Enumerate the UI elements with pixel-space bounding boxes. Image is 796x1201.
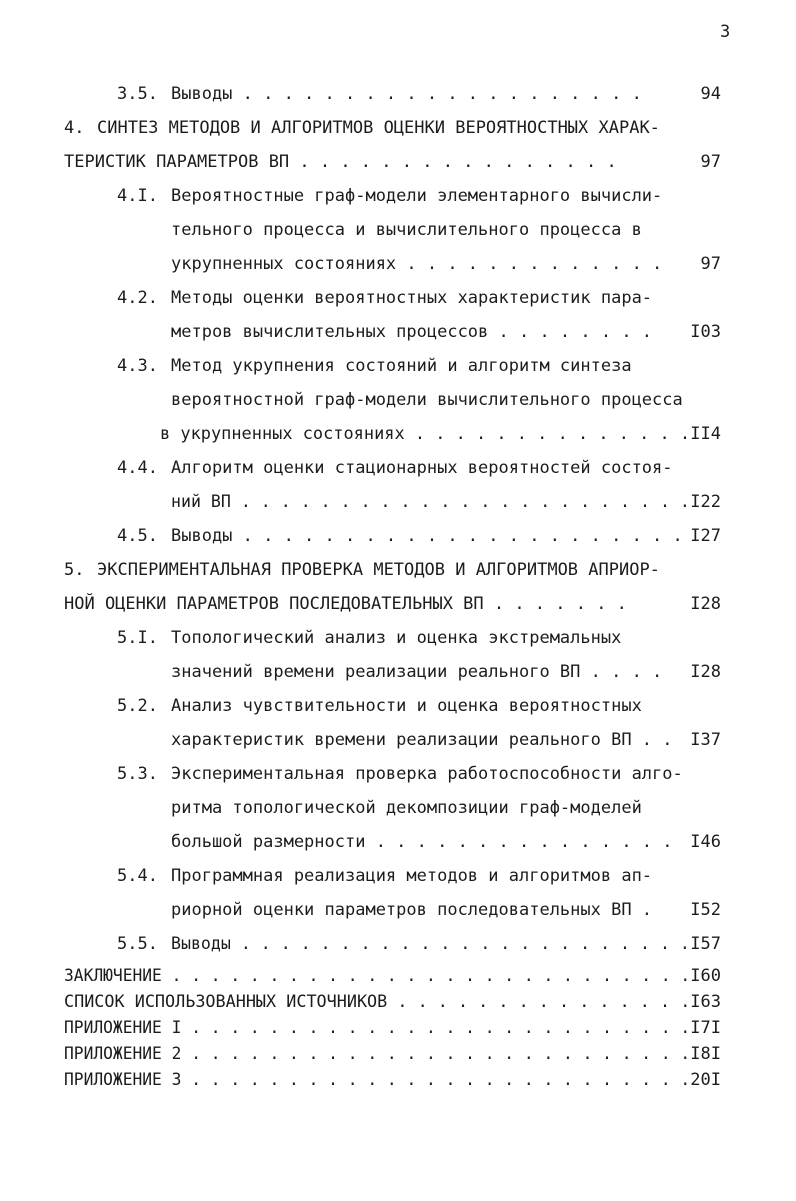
toc-entry-number: 4. bbox=[64, 118, 85, 138]
toc-appendix-title: ПРИЛОЖЕНИЕ 3 . . . . . . . . . . . . . . . . . . . . . . . . . . bbox=[64, 1070, 691, 1090]
toc-entry-line: характеристик времени реализации реального ВП . . bbox=[171, 730, 673, 750]
toc-entry-number: 4.I. bbox=[117, 186, 158, 206]
toc-appendix-title: ЗАКЛЮЧЕНИЕ . . . . . . . . . . . . . . . . . . . . . . . . . . . bbox=[64, 966, 691, 986]
toc-entry-line: Методы оценки вероятностных характеристик пара- bbox=[171, 288, 653, 308]
toc-entry-number: 4.3. bbox=[117, 356, 158, 376]
toc-entry-line: НОЙ ОЦЕНКИ ПАРАМЕТРОВ ПОСЛЕДОВАТЕЛЬНЫХ ВП . . . . . . . bbox=[64, 594, 627, 614]
toc-entry-line: вероятностной граф-модели вычислительного процесса bbox=[171, 390, 683, 410]
toc-appendix-page: 20I bbox=[690, 1070, 721, 1090]
toc-entry-number: 5. bbox=[64, 560, 85, 580]
toc-entry-page: 97 bbox=[700, 152, 721, 172]
toc-entry-line: Анализ чувствительности и оценка вероятностных bbox=[171, 696, 642, 716]
toc-entry-number: 5.5. bbox=[117, 934, 158, 954]
toc-entry-page: II4 bbox=[690, 424, 721, 444]
toc-entry-line: риорной оценки параметров последовательных ВП . bbox=[171, 900, 653, 920]
toc-entry-line: большой размерности . . . . . . . . . . . . . . . bbox=[171, 832, 673, 852]
toc-entry-number: 4.2. bbox=[117, 288, 158, 308]
toc-entry-line: Топологический анализ и оценка экстремальных bbox=[171, 628, 622, 648]
page-number: 3 bbox=[720, 22, 731, 42]
toc-entry-number: 5.2. bbox=[117, 696, 158, 716]
toc-entry-page: 94 bbox=[700, 84, 721, 104]
toc-appendix-page: I60 bbox=[690, 966, 721, 986]
toc-appendix-page: I7I bbox=[690, 1018, 721, 1038]
toc-entry-page: I28 bbox=[690, 594, 721, 614]
toc-entry-line: метров вычислительных процессов . . . . . . . . bbox=[171, 322, 653, 342]
toc-entry-page: 97 bbox=[700, 254, 721, 274]
toc-entry-line: тельного процесса и вычислительного процесса в bbox=[171, 220, 642, 240]
toc-entry-page: I22 bbox=[690, 492, 721, 512]
toc-entry-line: Выводы . . . . . . . . . . . . . . . . . . . . bbox=[171, 84, 642, 104]
toc-entry-number: 3.5. bbox=[117, 84, 158, 104]
toc-entry-line: Экспериментальная проверка работоспособности алго- bbox=[171, 764, 683, 784]
toc-entry-line: Алгоритм оценки стационарных вероятностей состоя- bbox=[171, 458, 673, 478]
toc-entry-number: 4.4. bbox=[117, 458, 158, 478]
toc-entry-page: I52 bbox=[690, 900, 721, 920]
toc-entry-line: в укрупненных состояниях . . . . . . . . . . . . . . bbox=[160, 424, 691, 444]
toc-entry-page: I37 bbox=[690, 730, 721, 750]
toc-entry-line: Программная реализация методов и алгоритмов ап- bbox=[171, 866, 653, 886]
toc-entry-number: 5.I. bbox=[117, 628, 158, 648]
toc-entry-line: укрупненных состояниях . . . . . . . . . . . . . bbox=[171, 254, 663, 274]
toc-appendix-title: СПИСОК ИСПОЛЬЗОВАННЫХ ИСТОЧНИКОВ . . . . . . . . . . . . . . . bbox=[64, 992, 691, 1012]
toc-entry-line: Метод укрупнения состояний и алгоритм синтеза bbox=[171, 356, 632, 376]
toc-entry-number: 4.5. bbox=[117, 526, 158, 546]
toc-entry-line: Вероятностные граф-модели элементарного вычисли- bbox=[171, 186, 663, 206]
toc-entry-line: СИНТЕЗ МЕТОДОВ И АЛГОРИТМОВ ОЦЕНКИ ВЕРОЯТНОСТНЫХ ХАРАК- bbox=[97, 118, 660, 138]
toc-entry-line: ЭКСПЕРИМЕНТАЛЬНАЯ ПРОВЕРКА МЕТОДОВ И АЛГОРИТМОВ АПРИОР- bbox=[97, 560, 660, 580]
toc-entry-page: I27 bbox=[690, 526, 721, 546]
toc-entry-page: I46 bbox=[690, 832, 721, 852]
toc-entry-line: ний ВП . . . . . . . . . . . . . . . . . . . . . . . bbox=[171, 492, 690, 512]
toc-entry-line: ТЕРИСТИК ПАРАМЕТРОВ ВП . . . . . . . . . . . . . . . . bbox=[64, 152, 617, 172]
toc-appendix-title: ПРИЛОЖЕНИЕ I . . . . . . . . . . . . . . . . . . . . . . . . . . bbox=[64, 1018, 691, 1038]
toc-entry-number: 5.3. bbox=[117, 764, 158, 784]
toc-entry-line: ритма топологической декомпозиции граф-моделей bbox=[171, 798, 642, 818]
toc-appendix-page: I63 bbox=[690, 992, 721, 1012]
toc-entry-line: Выводы . . . . . . . . . . . . . . . . . . . . . . . bbox=[171, 934, 690, 954]
toc-entry-page: I57 bbox=[690, 934, 721, 954]
toc-entry-line: значений времени реализации реального ВП . . . . bbox=[171, 662, 663, 682]
toc-entry-page: I28 bbox=[690, 662, 721, 682]
toc-entry-page: I03 bbox=[690, 322, 721, 342]
toc-appendix-title: ПРИЛОЖЕНИЕ 2 . . . . . . . . . . . . . . . . . . . . . . . . . . bbox=[64, 1044, 691, 1064]
toc-appendix-page: I8I bbox=[690, 1044, 721, 1064]
toc-entry-number: 5.4. bbox=[117, 866, 158, 886]
toc-entry-line: Выводы . . . . . . . . . . . . . . . . . . . . . . bbox=[171, 526, 683, 546]
